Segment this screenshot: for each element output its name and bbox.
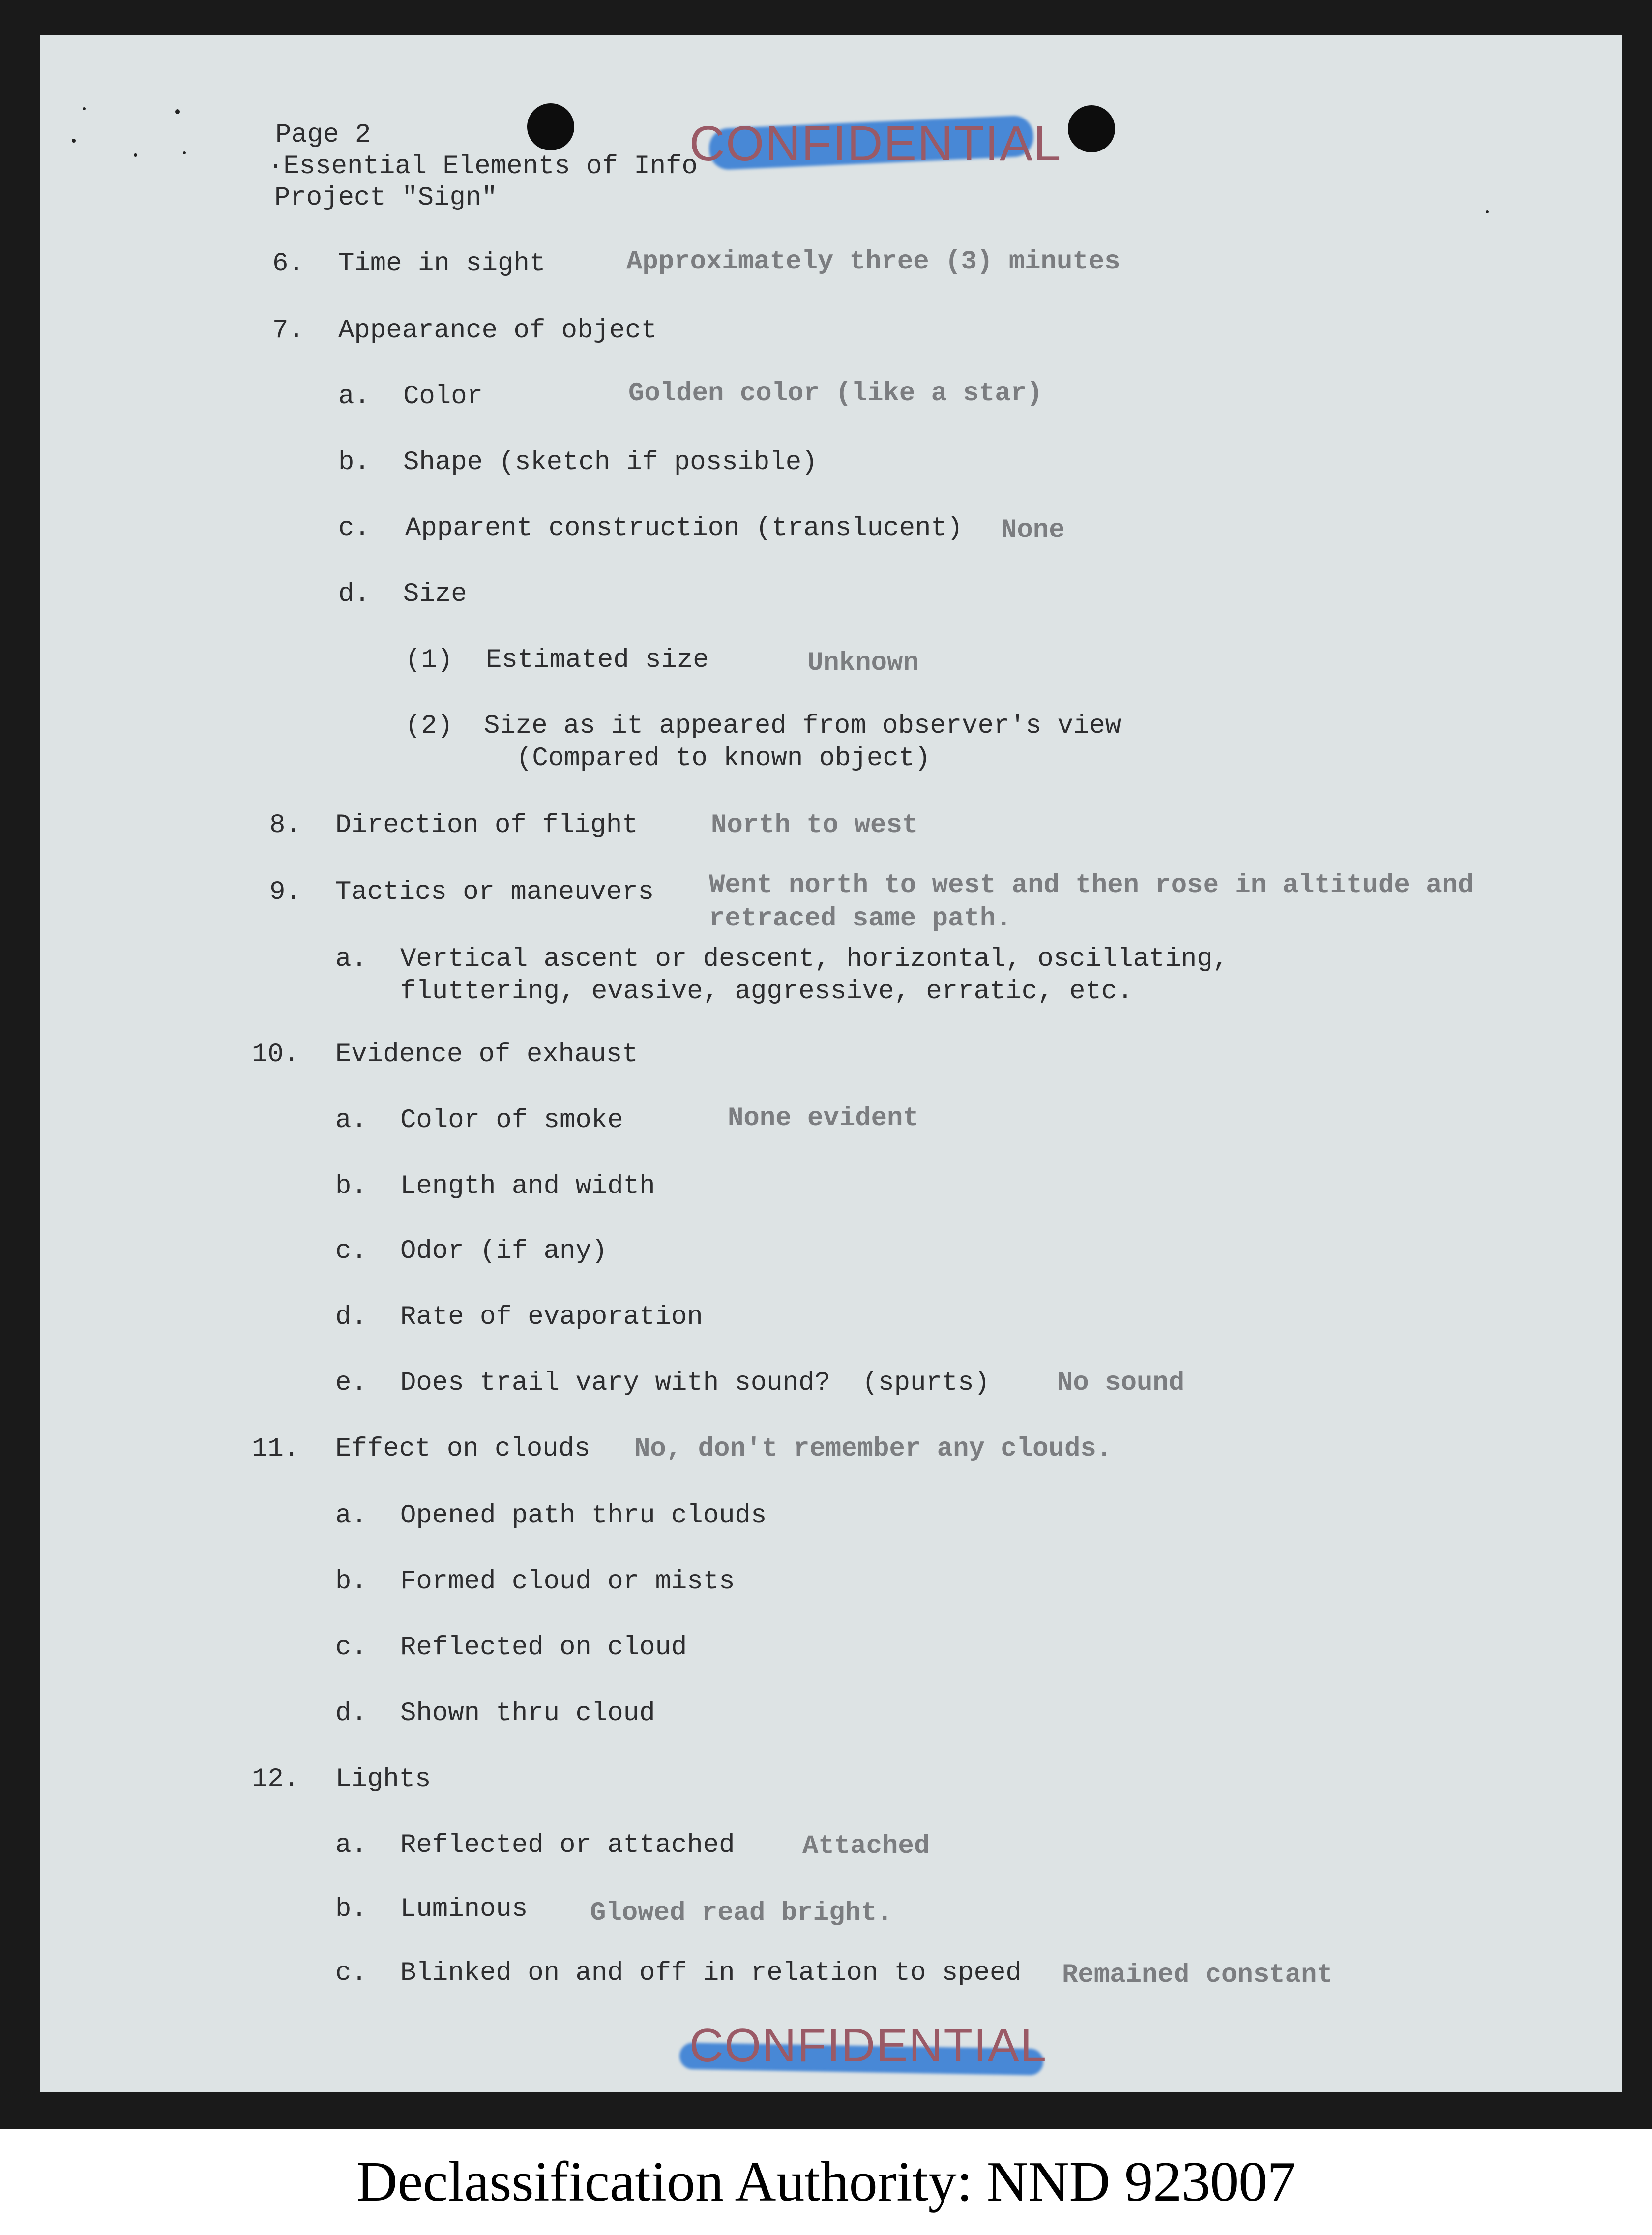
confidential-stamp-bottom: CONFIDENTIAL xyxy=(689,2019,1048,2072)
subitem-label-continued: fluttering, evasive, aggressive, erratic, etc. xyxy=(400,977,1133,1007)
subitem-answer: Golden color (like a star) xyxy=(628,379,1043,409)
subitem-label: Opened path thru clouds xyxy=(400,1501,767,1531)
subitem-answer: No sound xyxy=(1057,1368,1185,1398)
subitem-letter: d. xyxy=(335,1302,367,1332)
subitem-label: Color of smoke xyxy=(400,1105,623,1135)
speck xyxy=(134,153,137,157)
subitem-label: Formed cloud or mists xyxy=(400,1567,735,1597)
subitem-label: Shape (sketch if possible) xyxy=(403,447,818,477)
subitem-letter: d. xyxy=(335,1699,367,1728)
subitem-letter: b. xyxy=(335,1171,367,1201)
item-answer: No, don't remember any clouds. xyxy=(634,1434,1113,1464)
subitem-answer: Glowed read bright. xyxy=(590,1898,893,1928)
subitem-answer: None evident xyxy=(728,1103,919,1133)
item-label: Lights xyxy=(335,1764,431,1794)
subitem-letter: c. xyxy=(335,1633,367,1663)
subitem-label: Apparent construction (translucent) xyxy=(405,513,963,543)
subitem-letter: c. xyxy=(335,1958,367,1988)
speck xyxy=(183,151,186,154)
speck xyxy=(83,107,86,110)
subitem-answer: Attached xyxy=(802,1831,930,1861)
subitem-label: Does trail vary with sound? (spurts) xyxy=(400,1368,990,1398)
subitem-letter: a. xyxy=(335,944,367,974)
subsubitem-label: Size as it appeared from observer's view xyxy=(484,711,1121,741)
item-answer: Went north to west and then rose in altitude and xyxy=(709,870,1474,900)
subitem-letter: b. xyxy=(335,1567,367,1597)
punch-hole-right xyxy=(1068,105,1115,152)
item-number: 12. xyxy=(252,1764,300,1794)
subsubitem-label: Estimated size xyxy=(486,645,709,675)
project-name: Project "Sign" xyxy=(274,183,498,213)
subitem-letter: a. xyxy=(335,1105,367,1135)
subitem-label: Vertical ascent or descent, horizontal, oscillating, xyxy=(400,944,1229,974)
declassification-footer: Declassification Authority: NND 923007 xyxy=(356,2150,1296,2213)
subitem-label: Reflected or attached xyxy=(400,1830,735,1860)
subitem-letter: a. xyxy=(338,382,370,412)
speck xyxy=(72,139,76,143)
subitem-label: Blinked on and off in relation to speed xyxy=(400,1958,1022,1988)
subsubitem-number: (2) xyxy=(405,711,453,741)
subitem-label: Size xyxy=(403,579,467,609)
item-label: Direction of flight xyxy=(335,810,638,840)
subitem-letter: a. xyxy=(335,1830,367,1860)
item-number: 10. xyxy=(252,1040,300,1070)
subitem-answer: Remained constant xyxy=(1062,1960,1333,1990)
subitem-letter: b. xyxy=(338,447,370,477)
subitem-label: Luminous xyxy=(400,1894,528,1924)
subitem-letter: c. xyxy=(335,1236,367,1266)
subitem-answer: None xyxy=(1001,515,1065,545)
subitem-letter: b. xyxy=(335,1894,367,1924)
item-label: Evidence of exhaust xyxy=(335,1040,638,1070)
item-label: Effect on clouds xyxy=(335,1434,590,1464)
subitem-letter: d. xyxy=(338,579,370,609)
item-label: Tactics or maneuvers xyxy=(335,877,654,907)
subitem-label: Odor (if any) xyxy=(400,1236,608,1266)
item-answer: North to west xyxy=(711,810,918,840)
subitem-label: Shown thru cloud xyxy=(400,1699,655,1728)
speck xyxy=(175,109,180,114)
subitem-letter: c. xyxy=(338,513,370,543)
page-number: Page 2 xyxy=(275,120,371,150)
item-number: 6. xyxy=(272,249,304,279)
item-number: 9. xyxy=(269,877,301,907)
subitem-label: Rate of evaporation xyxy=(400,1302,703,1332)
speck xyxy=(1486,210,1489,213)
document-page xyxy=(40,35,1622,2092)
document-subject: ·Essential Elements of Info xyxy=(267,151,698,181)
item-label: Appearance of object xyxy=(338,316,657,346)
subsubitem-number: (1) xyxy=(405,645,453,675)
item-answer-continued: retraced same path. xyxy=(709,904,1012,934)
confidential-stamp-top: CONFIDENTIAL xyxy=(689,116,1062,171)
item-number: 11. xyxy=(252,1434,300,1464)
subitem-letter: e. xyxy=(335,1368,367,1398)
subitem-label: Color xyxy=(403,382,483,412)
item-label: Time in sight xyxy=(338,249,546,279)
subitem-letter: a. xyxy=(335,1501,367,1531)
subsubitem-answer: Unknown xyxy=(807,648,919,678)
item-number: 7. xyxy=(272,316,304,346)
punch-hole-left xyxy=(527,103,574,150)
item-number: 8. xyxy=(269,810,301,840)
subsubitem-label-continued: (Compared to known object) xyxy=(516,744,931,774)
subitem-label: Reflected on cloud xyxy=(400,1633,687,1663)
subitem-label: Length and width xyxy=(400,1171,655,1201)
item-answer: Approximately three (3) minutes xyxy=(626,247,1121,277)
